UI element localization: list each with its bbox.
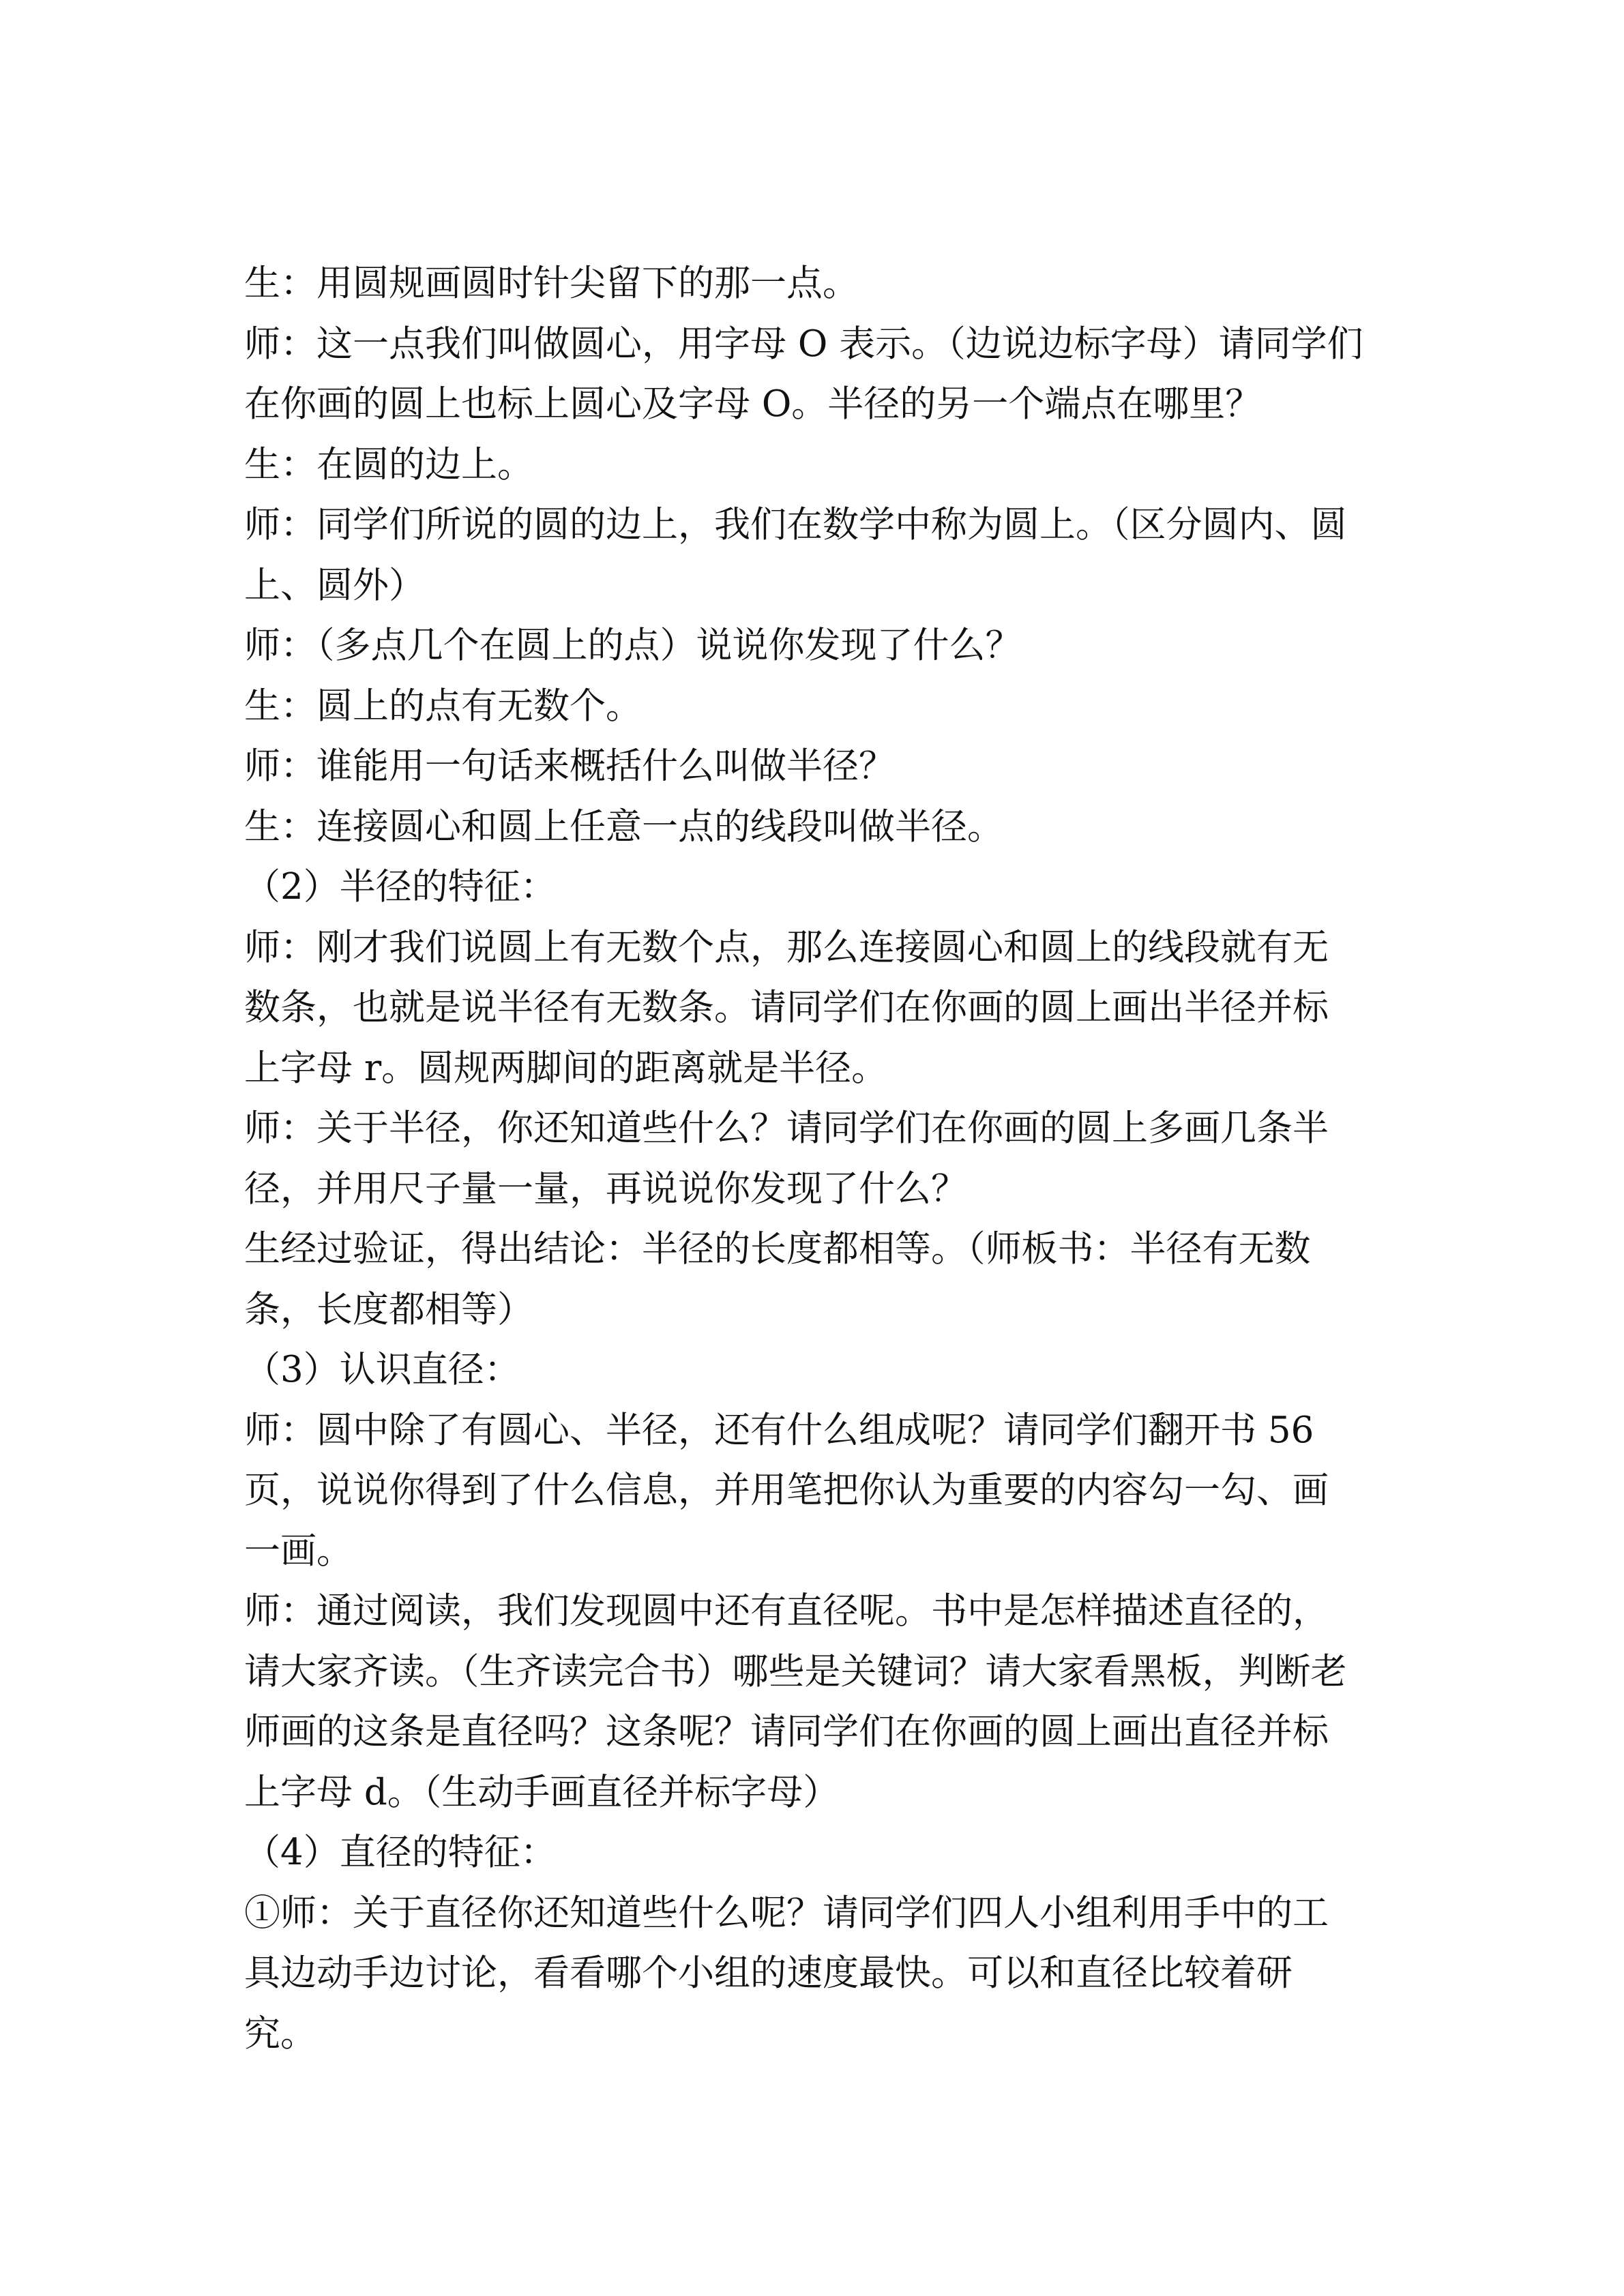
text-line: 一画。 <box>244 1530 353 1572</box>
text-line: 生经过验证，得出结论：半径的长度都相等。（师板书：半径有无数 <box>244 1228 1311 1270</box>
document-body <box>244 254 1417 2064</box>
text-line: 师：谁能用一句话来概括什么叫做半径？ <box>244 745 895 787</box>
text-line: 师：刚才我们说圆上有无数个点，那么连接圆心和圆上的线段就有无 <box>244 926 1329 968</box>
text-line: 上字母 r。圆规两脚间的距离就是半径。 <box>244 1047 888 1089</box>
text-line: 在你画的圆上也标上圆心及字母 O。半径的另一个端点在哪里？ <box>244 383 1262 425</box>
text-line: 上字母 d。（生动手画直径并标字母） <box>244 1771 840 1813</box>
text-line: 生：圆上的点有无数个。 <box>244 685 642 727</box>
text-line: 生：在圆的边上。 <box>244 443 533 486</box>
text-line: 上、圆外） <box>244 564 425 606</box>
text-line: 究。 <box>244 2012 316 2055</box>
text-line: 师：（多点几个在圆上的点）说说你发现了什么？ <box>244 625 1022 666</box>
text-line: 页，说说你得到了什么信息，并用笔把你认为重要的内容勾一勾、画 <box>244 1470 1329 1511</box>
text-line: 数条，也就是说半径有无数条。请同学们在你画的圆上画出半径并标 <box>244 987 1329 1028</box>
section-heading: （4）直径的特征： <box>244 1832 557 1873</box>
text-line: 条，长度都相等） <box>244 1288 533 1330</box>
text-line: 径，并用尺子量一量，再说说你发现了什么？ <box>244 1167 967 1210</box>
text-line: 生：用圆规画圆时针尖留下的那一点。 <box>244 263 859 304</box>
text-line: 师：关于半径，你还知道些什么？请同学们在你画的圆上多画几条半 <box>244 1107 1329 1149</box>
text-line: 请大家齐读。（生齐读完合书）哪些是关键词？请大家看黑板，判断老 <box>244 1650 1347 1693</box>
section-heading: （2）半径的特征： <box>244 866 557 908</box>
text-line: 师画的这条是直径吗？这条呢？请同学们在你画的圆上画出直径并标 <box>244 1711 1329 1753</box>
text-line: 师：圆中除了有圆心、半径，还有什么组成呢？请同学们翻开书 56 <box>244 1409 1314 1451</box>
text-line: ①师：关于直径你还知道些什么呢？请同学们四人小组利用手中的工 <box>244 1892 1329 1934</box>
text-line: 师：同学们所说的圆的边上，我们在数学中称为圆上。（区分圆内、圆 <box>244 504 1347 546</box>
text-line: 师：这一点我们叫做圆心，用字母 O 表示。（边说边标字母）请同学们 <box>244 323 1363 365</box>
text-line: 具边动手边讨论，看看哪个小组的速度最快。可以和直径比较着研 <box>244 1952 1293 1994</box>
text-line: 生：连接圆心和圆上任意一点的线段叫做半径。 <box>244 805 1003 848</box>
text-line: 师：通过阅读，我们发现圆中还有直径呢。书中是怎样描述直径的， <box>244 1590 1329 1632</box>
section-heading: （3）认识直径： <box>244 1349 520 1390</box>
